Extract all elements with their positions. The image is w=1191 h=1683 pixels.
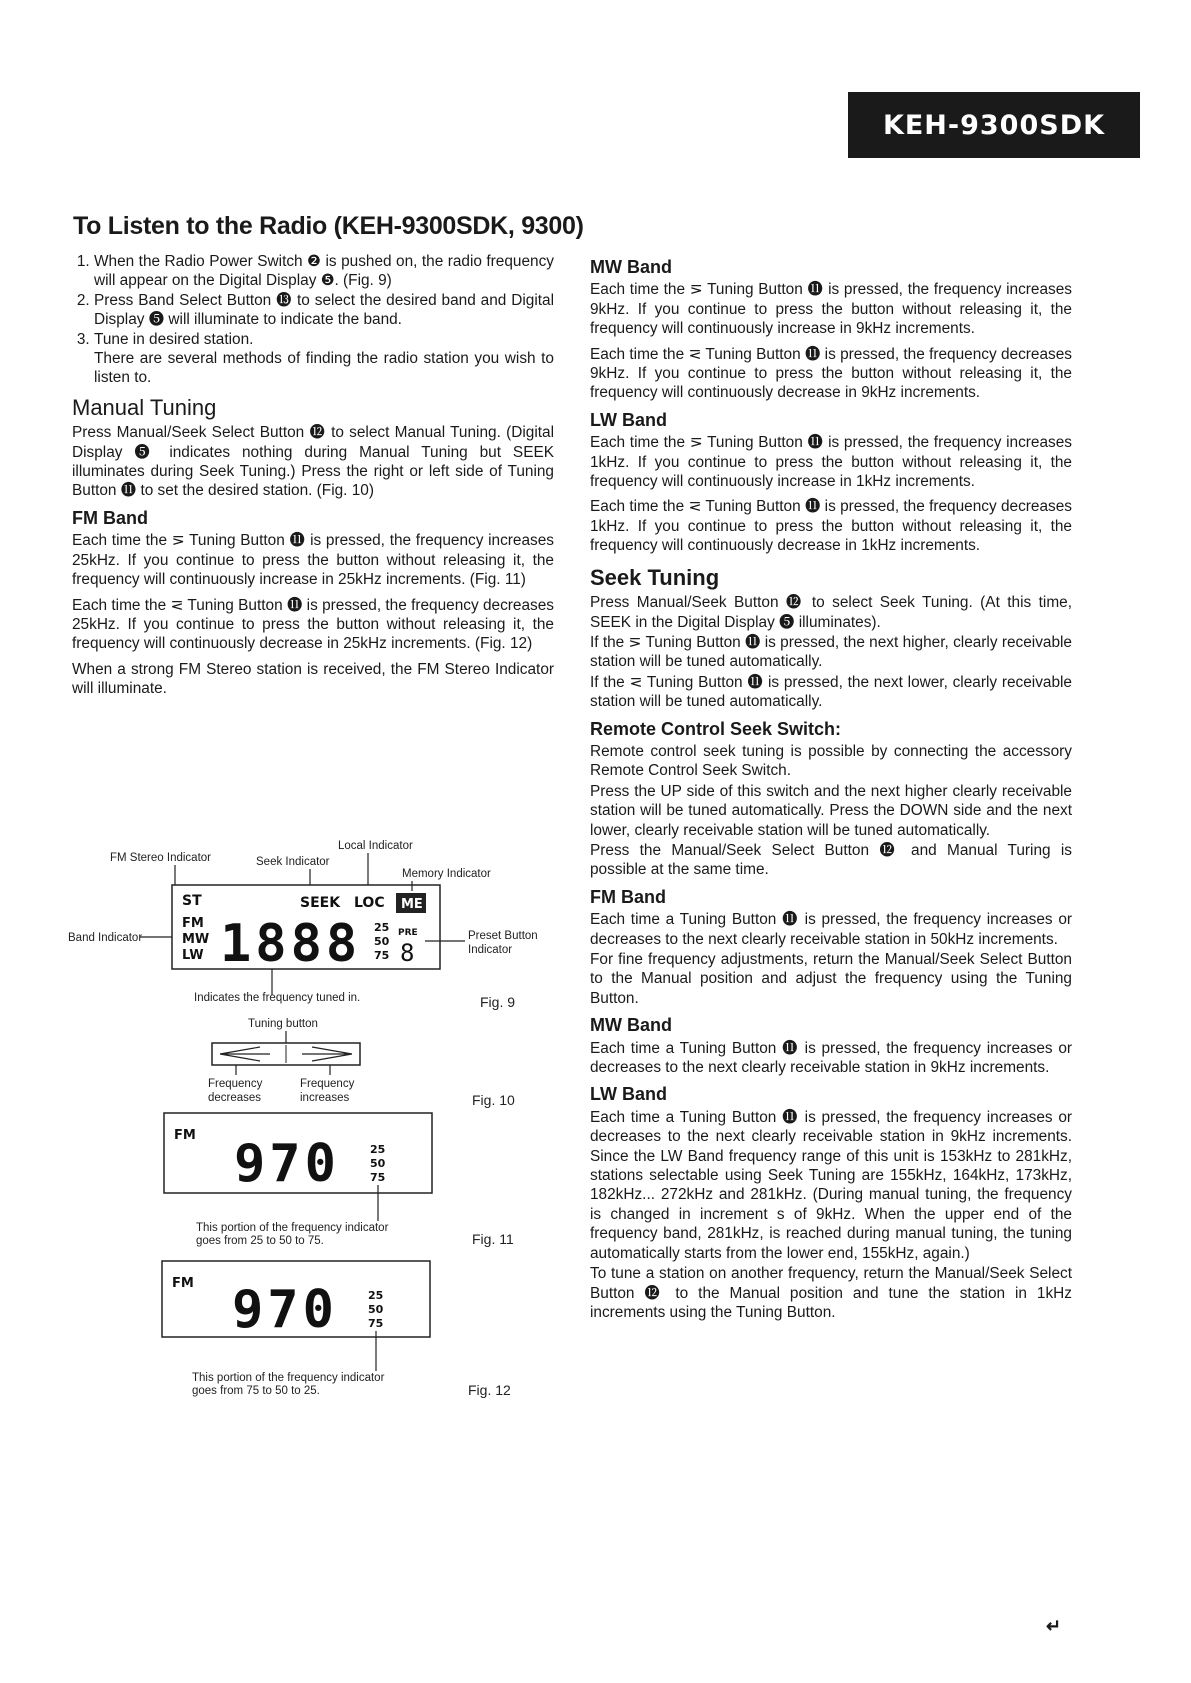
seek-fm-heading: FM Band — [590, 886, 666, 907]
remote-heading: Remote Control Seek Switch: — [590, 718, 842, 739]
seek-mw-heading: MW Band — [590, 1015, 672, 1036]
disp-75: 75 — [374, 949, 390, 962]
disp-lw: LW — [182, 948, 204, 963]
fm-band-p1: Each time the ⋝ Tuning Button ⓫ is pressed, the frequency increases 25kHz. If you continue to press the button without releasing it, the frequency will continuously increase in 25kHz increments. (Fig. 11) — [72, 532, 554, 589]
lw-band-p1: Each time the ⋝ Tuning Button ⓫ is pressed, the frequency increases 1kHz. If you continue to press the button without releasing it, the frequency will continuously increase in 1kHz increments. — [590, 434, 1072, 491]
figures — [60, 835, 560, 1415]
fig10-caption: Fig. 10 — [472, 1092, 515, 1108]
label-memory: Memory Indicator — [402, 868, 491, 880]
label-preset2: Indicator — [468, 944, 513, 956]
disp-me: ME — [401, 897, 423, 912]
seek-tuning-p3: If the ⋜ Tuning Button ⓫ is pressed, the next lower, clearly receivable station will be tuned automatically. — [590, 673, 1072, 711]
fig12-75: 75 — [368, 1317, 384, 1330]
fig12-fm: FM — [172, 1276, 194, 1291]
fig11-note2: goes from 25 to 50 to 75. — [196, 1235, 324, 1247]
fm-band-heading: FM Band — [72, 507, 148, 528]
fig9-caption: Fig. 9 — [480, 994, 516, 1010]
fig11-note1: This portion of the frequency indicator — [196, 1222, 389, 1234]
fm-band-p2: Each time the ⋜ Tuning Button ⓫ is pressed, the frequency decreases 25kHz. If you continue to press the button without releasing it, the frequency will continuously decrease in 25kHz increments. (Fig. 12) — [72, 596, 554, 653]
remote-p2: Press the UP side of this switch and the next higher clearly receivable station will be tuned automatically. Press the DOWN side and the next lower, clearly receivable station will be tuned automatically. — [590, 782, 1072, 839]
mw-band-heading: MW Band — [590, 257, 672, 277]
disp-mw: MW — [182, 932, 210, 947]
step-3-text: Tune in desired station. — [94, 330, 254, 348]
label-local: Local Indicator — [338, 840, 413, 852]
fig11-50: 50 — [370, 1157, 386, 1170]
disp-50: 50 — [374, 935, 390, 948]
intro-note: There are several methods of finding the radio station you wish to listen to. — [94, 350, 554, 387]
disp-fm: FM — [182, 916, 204, 931]
disp-st: ST — [182, 893, 202, 909]
fig12-note1: This portion of the frequency indicator — [192, 1372, 385, 1384]
label-band: Band Indicator — [68, 932, 143, 944]
label-dec2: decreases — [208, 1092, 262, 1104]
lw-band-p2: Each time the ⋜ Tuning Button ⓫ is pressed, the frequency decreases 1kHz. If you continue to press the button without releasing it, the frequency will continuously decrease in 1kHz increments. — [590, 498, 1072, 555]
fig12-caption: Fig. 12 — [468, 1382, 511, 1398]
mw-band-p1: Each time the ⋝ Tuning Button ⓫ is pressed, the frequency increases 9kHz. If you continue to press the button without releasing it, the frequency will continuously increase in 9kHz increments. — [590, 281, 1072, 338]
remote-p3: Press the Manual/Seek Select Button ⓬ and Manual Turing is possible at the same time. — [590, 841, 1072, 879]
disp-25: 25 — [374, 921, 390, 934]
intro-steps — [72, 252, 554, 388]
page-mark: ↵ — [1046, 1616, 1062, 1636]
seek-lw-p1: Each time a Tuning Button ⓫ is pressed, the frequency increases or decreases to the next clearly receivable station in 9kHz increments. Since the LW Band frequency range of this unit is 153kHz to 281kHz, stations selectable using Seek Tuning are 155kHz, 164kHz, 173kHz, 182kHz... 272kHz and 281kHz. (During manual tuning, the frequency is changed in increment s of 9kHz. When the upper end of the frequency band, 281kHz, is reached during manual tuning, the tuning automatically starts from the lower end, 155kHz, again.) — [590, 1108, 1072, 1262]
disp-pre: PRE — [398, 928, 418, 938]
fig10 — [208, 1018, 515, 1108]
page-title: To Listen to the Radio (KEH-9300SDK, 9300) — [73, 212, 584, 240]
label-tuning-button: Tuning button — [248, 1018, 318, 1030]
left-column — [72, 252, 554, 705]
fig11-75: 75 — [370, 1171, 386, 1184]
mw-band-p2: Each time the ⋜ Tuning Button ⓫ is pressed, the frequency decreases 9kHz. If you continue to press the button without releasing it, the frequency will continuously decrease in 9kHz increments. — [590, 345, 1072, 402]
manual-tuning-heading: Manual Tuning — [72, 394, 217, 420]
remote-p1: Remote control seek tuning is possible by connecting the accessory Remote Control Seek Switch. — [590, 742, 1072, 780]
fig11 — [164, 1113, 514, 1247]
label-inc1: Frequency — [300, 1078, 355, 1090]
label-seek: Seek Indicator — [256, 856, 330, 868]
label-inc2: increases — [300, 1092, 350, 1104]
disp-loc: LOC — [354, 895, 385, 911]
seek-tuning-p1: Press Manual/Seek Button ⓬ to select Seek Tuning. (At this time, SEEK in the Digital Display ❺ illuminates). — [590, 594, 1072, 631]
fig11-digits: 970 — [234, 1134, 340, 1194]
seek-lw-p2: To tune a station on another frequency, return the Manual/Seek Select Button ⓬ to the Manual position and tune the station in 1kHz increments using the Tuning Button. — [590, 1265, 1072, 1321]
fig12-25: 25 — [368, 1289, 384, 1302]
fig12-digits: 970 — [232, 1280, 338, 1340]
step-1: 1. When the Radio Power Switch ❷ is pushed on, the radio frequency will appear on the Digital Display ❺. (Fig. 9) — [94, 252, 554, 291]
tuning-left-arrow — [220, 1047, 270, 1061]
label-stereo: FM Stereo Indicator — [110, 852, 211, 864]
fig9 — [68, 840, 538, 1010]
disp-digits: 1888 — [220, 914, 362, 974]
fig11-25: 25 — [370, 1143, 386, 1156]
step-3 — [94, 330, 554, 388]
fig12-note2: goes from 75 to 50 to 25. — [192, 1385, 320, 1397]
disp-pre-digit: 8 — [400, 939, 415, 967]
seek-fm-p1: Each time a Tuning Button ⓫ is pressed, the frequency increases or decreases to the next clearly receivable station in 50kHz increments. — [590, 911, 1072, 948]
figures-svg — [60, 835, 560, 1415]
model-badge: KEH-9300SDK — [848, 92, 1140, 158]
lw-band-heading: LW Band — [590, 409, 667, 430]
label-dec1: Frequency — [208, 1078, 263, 1090]
fig11-caption: Fig. 11 — [472, 1231, 514, 1247]
right-column — [590, 258, 1072, 1328]
seek-lw-heading: LW Band — [590, 1084, 667, 1105]
seek-mw-p1: Each time a Tuning Button ⓫ is pressed, the frequency increases or decreases to the next clearly receivable station in 9kHz increments. — [590, 1039, 1072, 1077]
fm-band-p3: When a strong FM Stereo station is received, the FM Stereo Indicator will illuminate. — [72, 660, 554, 698]
fig12-50: 50 — [368, 1303, 384, 1316]
fig12 — [162, 1261, 511, 1398]
label-preset: Preset Button — [468, 930, 538, 942]
disp-seek: SEEK — [300, 895, 341, 911]
manual-tuning-text: Press Manual/Seek Select Button ⓬ to select Manual Tuning. (Digital Display ❺ indicates nothing during Manual Tuning but SEEK illuminates during Seek Tuning.) Press the right or left side of Tuning Button ⓫ to set the desired station. (Fig. 10) — [72, 424, 554, 500]
tuning-right-arrow — [302, 1047, 352, 1061]
fig11-fm: FM — [174, 1128, 196, 1143]
seek-fm-p2: For fine frequency adjustments, return the Manual/Seek Select Button to the Manual position and adjust the frequency using the Tuning Button. — [590, 951, 1072, 1007]
seek-tuning-heading: Seek Tuning — [590, 564, 720, 590]
label-freq: Indicates the frequency tuned in. — [194, 992, 361, 1004]
seek-tuning-p2: If the ⋝ Tuning Button ⓫ is pressed, the next higher, clearly receivable station will be tuned automatically. — [590, 633, 1072, 671]
step-2: 2. Press Band Select Button ⓭ to select the desired band and Digital Display ❺ will illuminate to indicate the band. — [94, 291, 554, 330]
